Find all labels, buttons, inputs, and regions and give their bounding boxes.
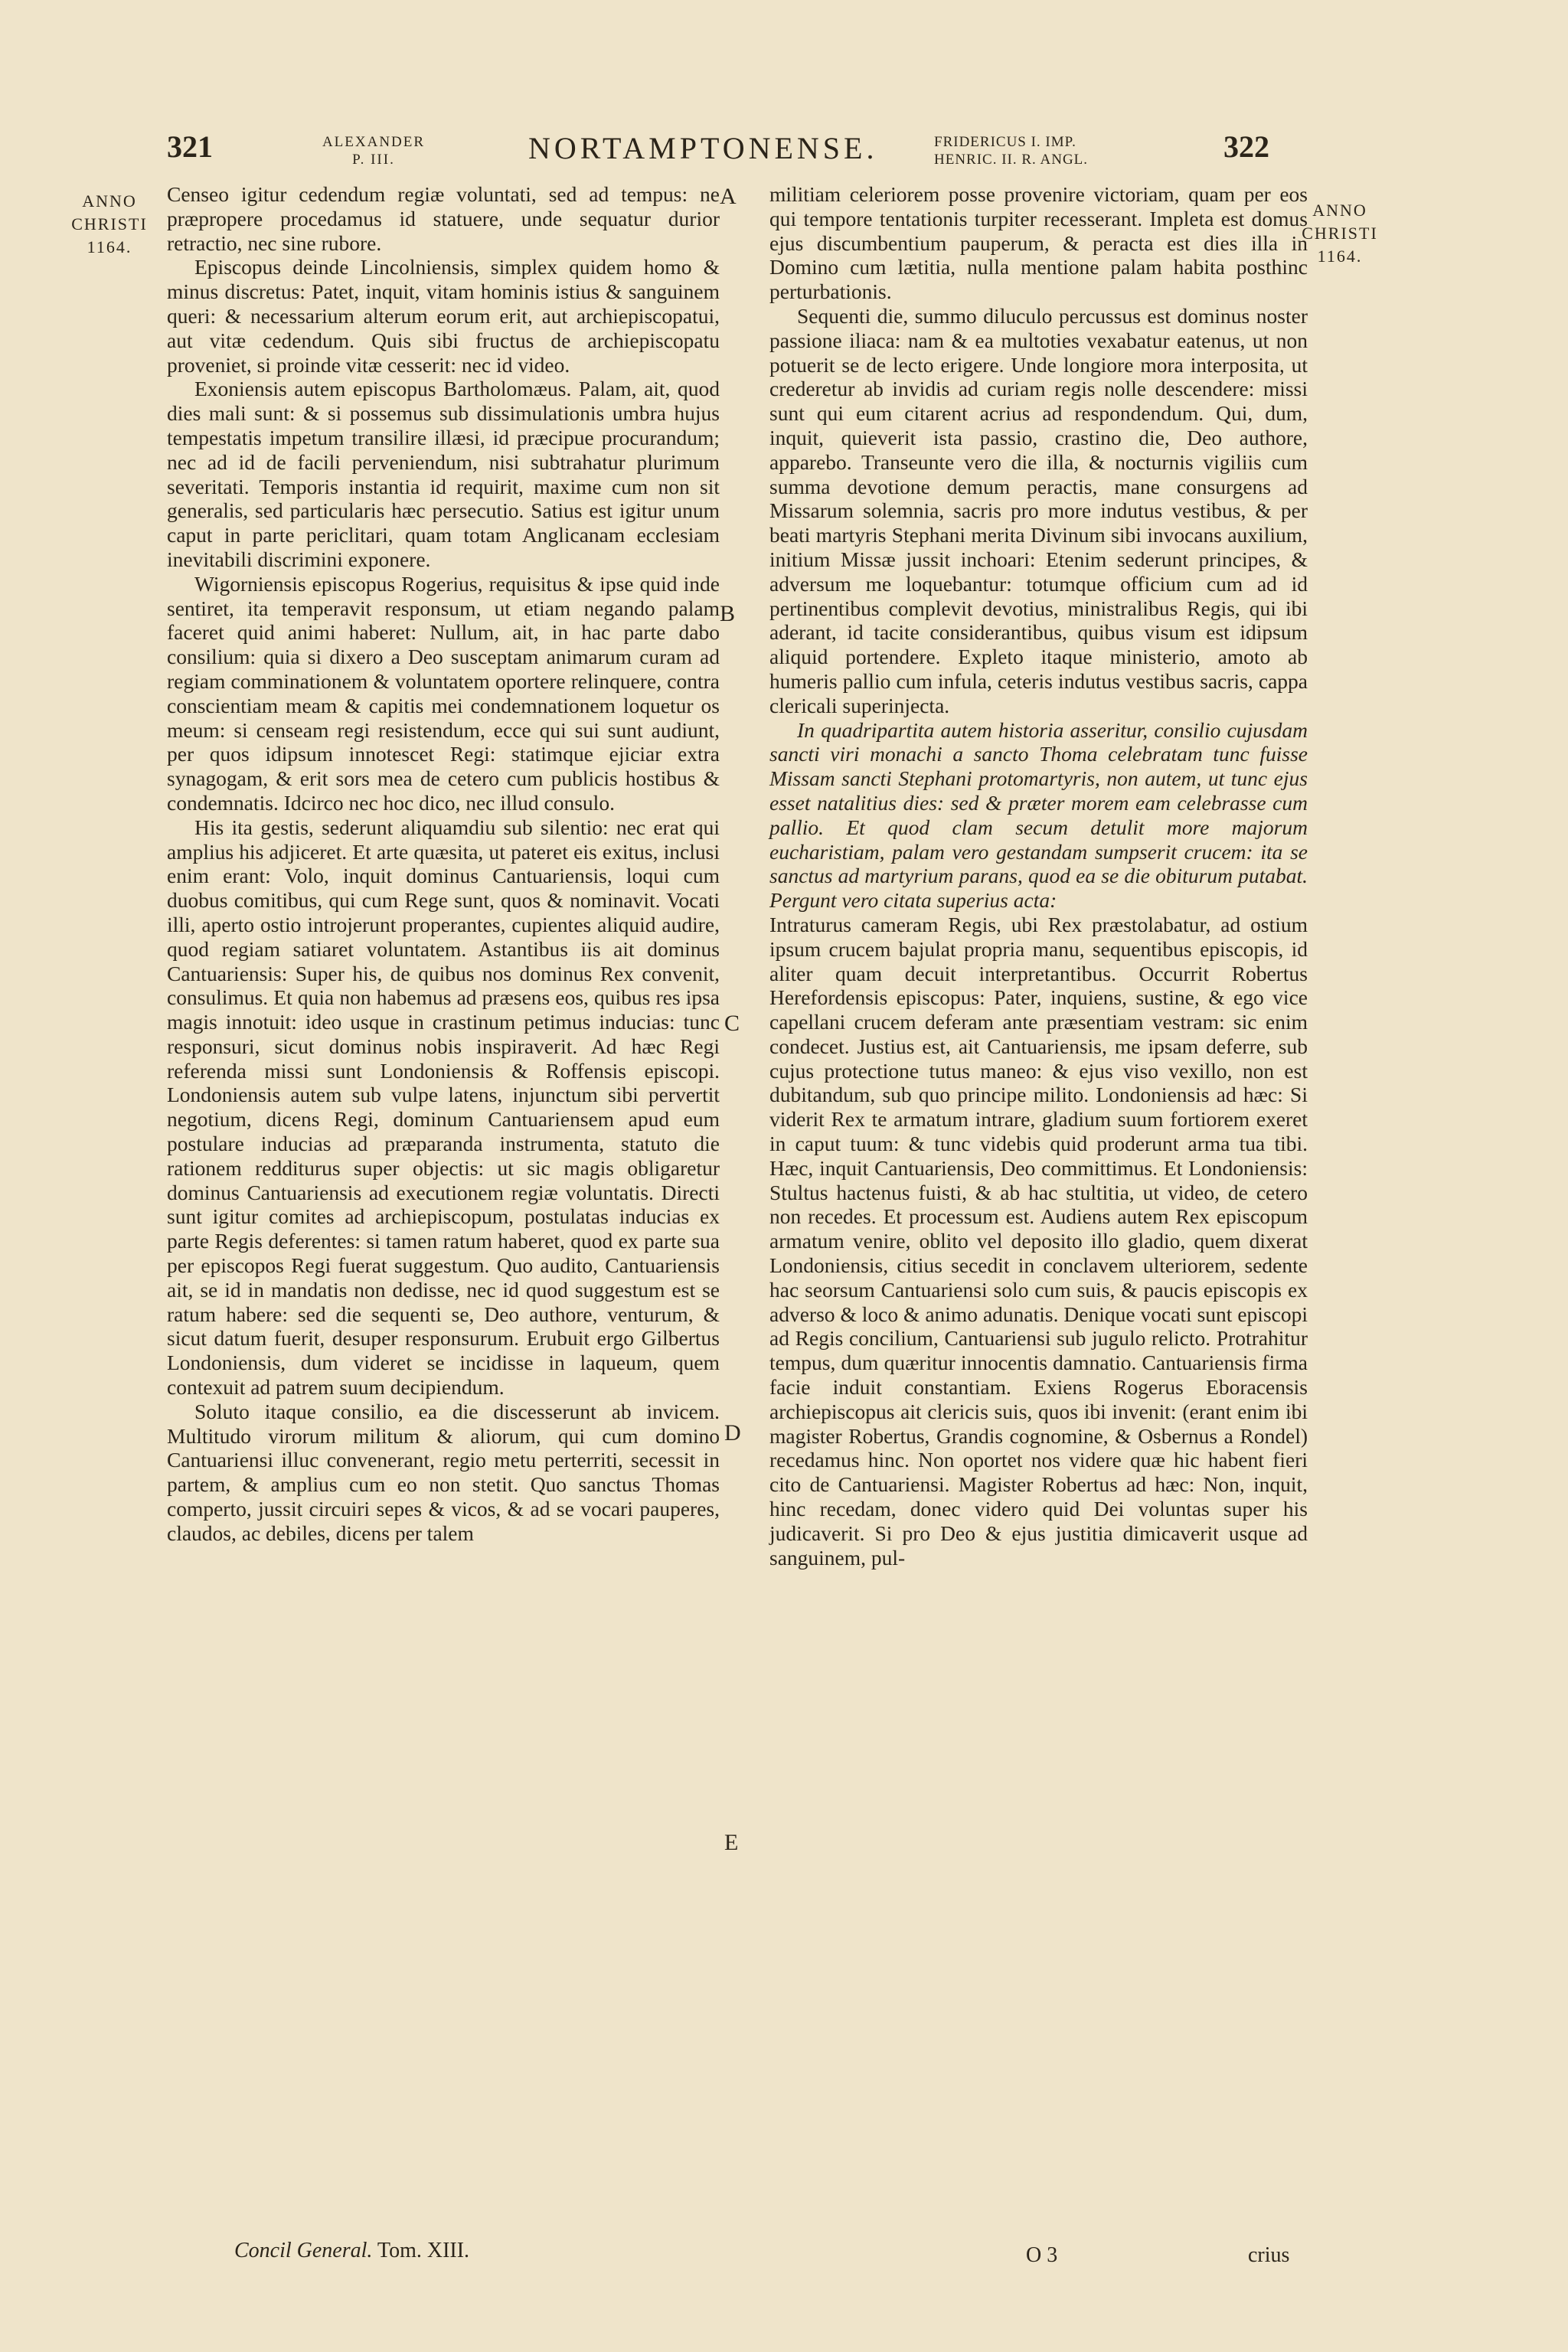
footer-quire: O 3 xyxy=(1026,2243,1058,2267)
section-marker-c: C xyxy=(724,1011,740,1036)
paragraph: Censeo igitur cedendum regiæ voluntati, sed ad tempus: ne præpropere procedamus id statuere, unde sequatur durior retractio, nec sine rubore. xyxy=(167,182,720,255)
anno-christi-left xyxy=(67,190,152,259)
anno-line: 1164. xyxy=(1317,247,1363,266)
paragraph: militiam celeriorem posse provenire victoriam, quam per eos qui tempore tentationis turpiter recesserant. Impleta est domus ejus discumbentium pauperum, & peracta est dies illa in Domino cum lætitia, nulla mentione palam habita posthinc perturbationis. xyxy=(769,182,1308,304)
anno-line: CHRISTI xyxy=(71,214,148,234)
footer-signature xyxy=(234,2239,469,2263)
paragraph: Intraturus cameram Regis, ubi Rex præstolabatur, ad ostium ipsum crucem bajulat propria manu, sequentibus episcopis, id aliter quam decuit interpretantibus. Occurrit Robertus Herefordensis episcopus: Pater, inquiens, sustine, & ego vice capellani crucem deferam ante præsentiam vestram: sic enim condecet. Justius est, ait Cantuariensis, me ipsam deferre, sub cujus protectione tutus maneo: & ejus viso vexillo, non est dubitandum, sub quo principe milito. Londoniensis ad hæc: Si viderit Rex te armatum intrare, gladium suum fortiorem exeret in caput tuum: & tunc videbis quid proderunt arma tua tibi. Hæc, inquit Cantuariensis, Deo committimus. Et Londoniensis: Stultus hactenus fuisti, & ab hac stultitia, ut video, de cetero non recedes. Et processum est. Audiens autem Rex episcopum armatum venire, oblito vel deposito illo gladio, quem dixerat Londoniensis, citius secedit in conclavem ulteriorem, sedente hac seorsum Cantuariensi solo cum suis, & paucis episcopis ex adverso & loco & animo adunatis. Denique vocati sunt episcopi ad Regis concilium, Cantuariensi sub jugulo relicto. Protrahitur tempus, dum quæritur innocentis damnatio. Cantuariensis firma facie induit constantiam. Exiens Rogerus Eboracensis archiepiscopus ait clericis suis, quos ibi invenit: (erant enim ibi magister Robertus, Grandis cognomine, & Osbernus a Rondel) recedamus hinc. Non oportet nos videre quæ hic habent fieri cito de Cantuariensi. Magister Robertus ad hæc: Non, inquit, hinc recedam, donec videro quid Dei voluntas super his judicaverit. Si pro Deo & ejus justitia dimicaverit usque ad sanguinem, pul- xyxy=(769,912,1308,1570)
anno-line: CHRISTI xyxy=(1302,224,1378,243)
running-head-left-line: P. III. xyxy=(352,152,395,168)
paragraph: Wigorniensis episcopus Rogerius, requisitus & ipse quid inde sentiret, ita temperavit responsum, ut etiam negando palam faceret quid animi haberet: Nullum, ait, in hac parte dabo consilium: quia si dixero a Deo susceptam animarum curam ad regiam comminationem & voluntatem oportere relinquere, contra conscientiam meam & capitis mei condemnationem loquetur os meum: si censeam regi resistendum, ecce qui sui sunt audiunt, per quos idipsum innotescet Regi: statimque ejiciar extra synagogam, & erit sors mea de cetero cum publicis hostibus & condemnatis. Idcirco nec hoc dico, nec illud consulo. xyxy=(167,571,720,815)
running-head-right-line: HENRIC. II. R. ANGL. xyxy=(934,152,1089,168)
text-column-right xyxy=(769,182,1308,1570)
section-marker-d: D xyxy=(724,1420,741,1446)
paragraph: Episcopus deinde Lincolniensis, simplex quidem homo & minus discretus: Patet, inquit, vitam hominis istius & sanguinem queri: & necessarium alterum eorum erit, aut archiepiscopatui, aut vitæ cedendum. Quis sibi fructus de archiepiscopatu proveniet, si proinde vitæ cesserit: nec id video. xyxy=(167,255,720,377)
footer-signature-title: Concil General. xyxy=(234,2239,373,2262)
section-marker-b: B xyxy=(720,601,736,626)
page-number-right: 322 xyxy=(1223,129,1269,164)
running-head-right xyxy=(934,133,1156,168)
paragraph: Sequenti die, summo diluculo percussus est dominus noster passione iliaca: nam & ea multoties vexabatur eatenus, ut non potuerit se de lecto erigere. Unde longiore mora interposita, ut crederetur ab invidis ad curiam regis nolle descendere: missi sunt qui eum citarent acrius ad respondendum. Qui, dum, inquit, quieverit ista passio, crastino die, Deo authore, apparebo. Transeunte vero die illa, & nocturnis vigiliis cum summa devotione demum peractis, mane consurgens ad Missarum solemnia, sacris pro more indutus vestibus, & per beati martyris Stephani merita Divinum sibi invocans auxilium, initium Missæ jussit inchoari: Etenim sederunt principes, & adversum me loquebantur: totumque officium cum ad id pertinentibus complevit devotius, ministralibus Regis, qui ibi aderant, id tacite considerantibus, quibus visum est idipsum aliquid portendere. Expleto itaque ministerio, amoto ab humeris pallio cum infula, ceteris indutus vestibus sacris, cappa clericali superinjecta. xyxy=(769,303,1308,717)
paragraph: Exoniensis autem episcopus Bartholomæus. Palam, ait, quod dies mali sunt: & si possemus sub dissimulationis umbra hujus tempestatis impetum transilire illæsi, id præcipue procurandum; nec ad id de facili perveniendum, nisi subtrahatur plurimum severitati. Temporis instantia id requirit, maxime cum non sit generalis, sed particularis hæc persecutio. Satius est igitur unum caput in parte periclitari, quam totam Anglicanam ecclesiam inevitabili discrimini exponere. xyxy=(167,377,720,571)
paragraph: His ita gestis, sederunt aliquamdiu sub silentio: nec erat qui amplius his adjiceret. Et arte quæsita, ut pateret eis exitus, inclusi enim erant: Volo, inquit dominus Cantuariensis, loqui cum duobus comitibus, qui cum Rege sunt, quos & nominavit. Vocati illi, aperto ostio introjerunt properantes, cupientes aliquid audire, quod regiam satiaret voluntatem. Astantibus iis ait dominus Cantuariensis: Super his, de quibus nos dominus Rex convenit, consulimus. Et quia non habemus ad præsens eos, quibus res ipsa magis innotuit: ideo usque in crastinum petimus inducias: tunc responsuri, sicut dominus nobis inspiraverit. Ad hæc Regi referenda missi sunt Londoniensis & Roffensis episcopi. Londoniensis autem sub vulpe latens, injunctum sibi pervertit negotium, dicens Regi, dominum Cantuariensem apud eum postulare inducias ad præparanda instrumenta, statuto die rationem redditurus super objectis: ut sic magis obligaretur dominus Cantuariensis ad executionem regiæ voluntatis. Directi sunt igitur comites ad archiepiscopum, postulatas inducias ex parte Regis deferentes: si tamen ratum haberet, quod ex parte sua per episcopos Regi fuerat suggestum. Quo audito, Cantuariensis ait, se id in mandatis non dedisse, nec id quod suggestum est se ratum habere: sed die sequenti se, Deo authore, venturum, & sicut datum fuerit, desuper responsurum. Erubuit ergo Gilbertus Londoniensis, dum videret se incidisse in laqueum, quem contexuit ad patrem suum decipiendum. xyxy=(167,815,720,1400)
footer-catchword: crius xyxy=(1248,2243,1290,2267)
paragraph-italic: In quadripartita autem historia asseritur, consilio cujusdam sancti viri monachi a sancto Thoma celebratam tunc fuisse Missam sancti Stephani protomartyris, non autem, ut tunc ejus esset natalitius dies: sed & præter morem eam celebrasse cum pallio. Et quod clam secum detulit more majorum eucharistiam, palam vero gestandam sumpserit crucem: ita se sanctus ad martyrium parans, quod ea se die obiturum putabat. Pergunt vero citata superius acta: xyxy=(769,717,1308,913)
section-marker-a: A xyxy=(720,184,737,209)
running-head-right-line: FRIDERICUS I. IMP. xyxy=(934,134,1076,150)
anno-line: ANNO xyxy=(82,191,137,211)
text-column-left xyxy=(167,182,720,1546)
section-marker-e: E xyxy=(724,1830,739,1855)
footer-signature-volume: Tom. XIII. xyxy=(377,2239,470,2262)
running-head-left-line: ALEXANDER xyxy=(322,134,426,150)
page-title: NORTAMPTONENSE. xyxy=(528,131,878,165)
anno-christi-right xyxy=(1294,199,1386,268)
running-head-left xyxy=(297,133,450,168)
anno-line: ANNO xyxy=(1312,201,1367,220)
page-number-left: 321 xyxy=(167,129,213,164)
anno-line: 1164. xyxy=(87,237,132,256)
paragraph: Soluto itaque consilio, ea die discesserunt ab invicem. Multitudo virorum militum & aliorum, qui cum domino Cantuariensi illuc convenerant, regio metu perterriti, secessit in partem, & amplius cum eo non stetit. Quo sanctus Thomas comperto, jussit circuiri sepes & vicos, & ad se vocari pauperes, claudos, ac debiles, dicens per talem xyxy=(167,1399,720,1545)
